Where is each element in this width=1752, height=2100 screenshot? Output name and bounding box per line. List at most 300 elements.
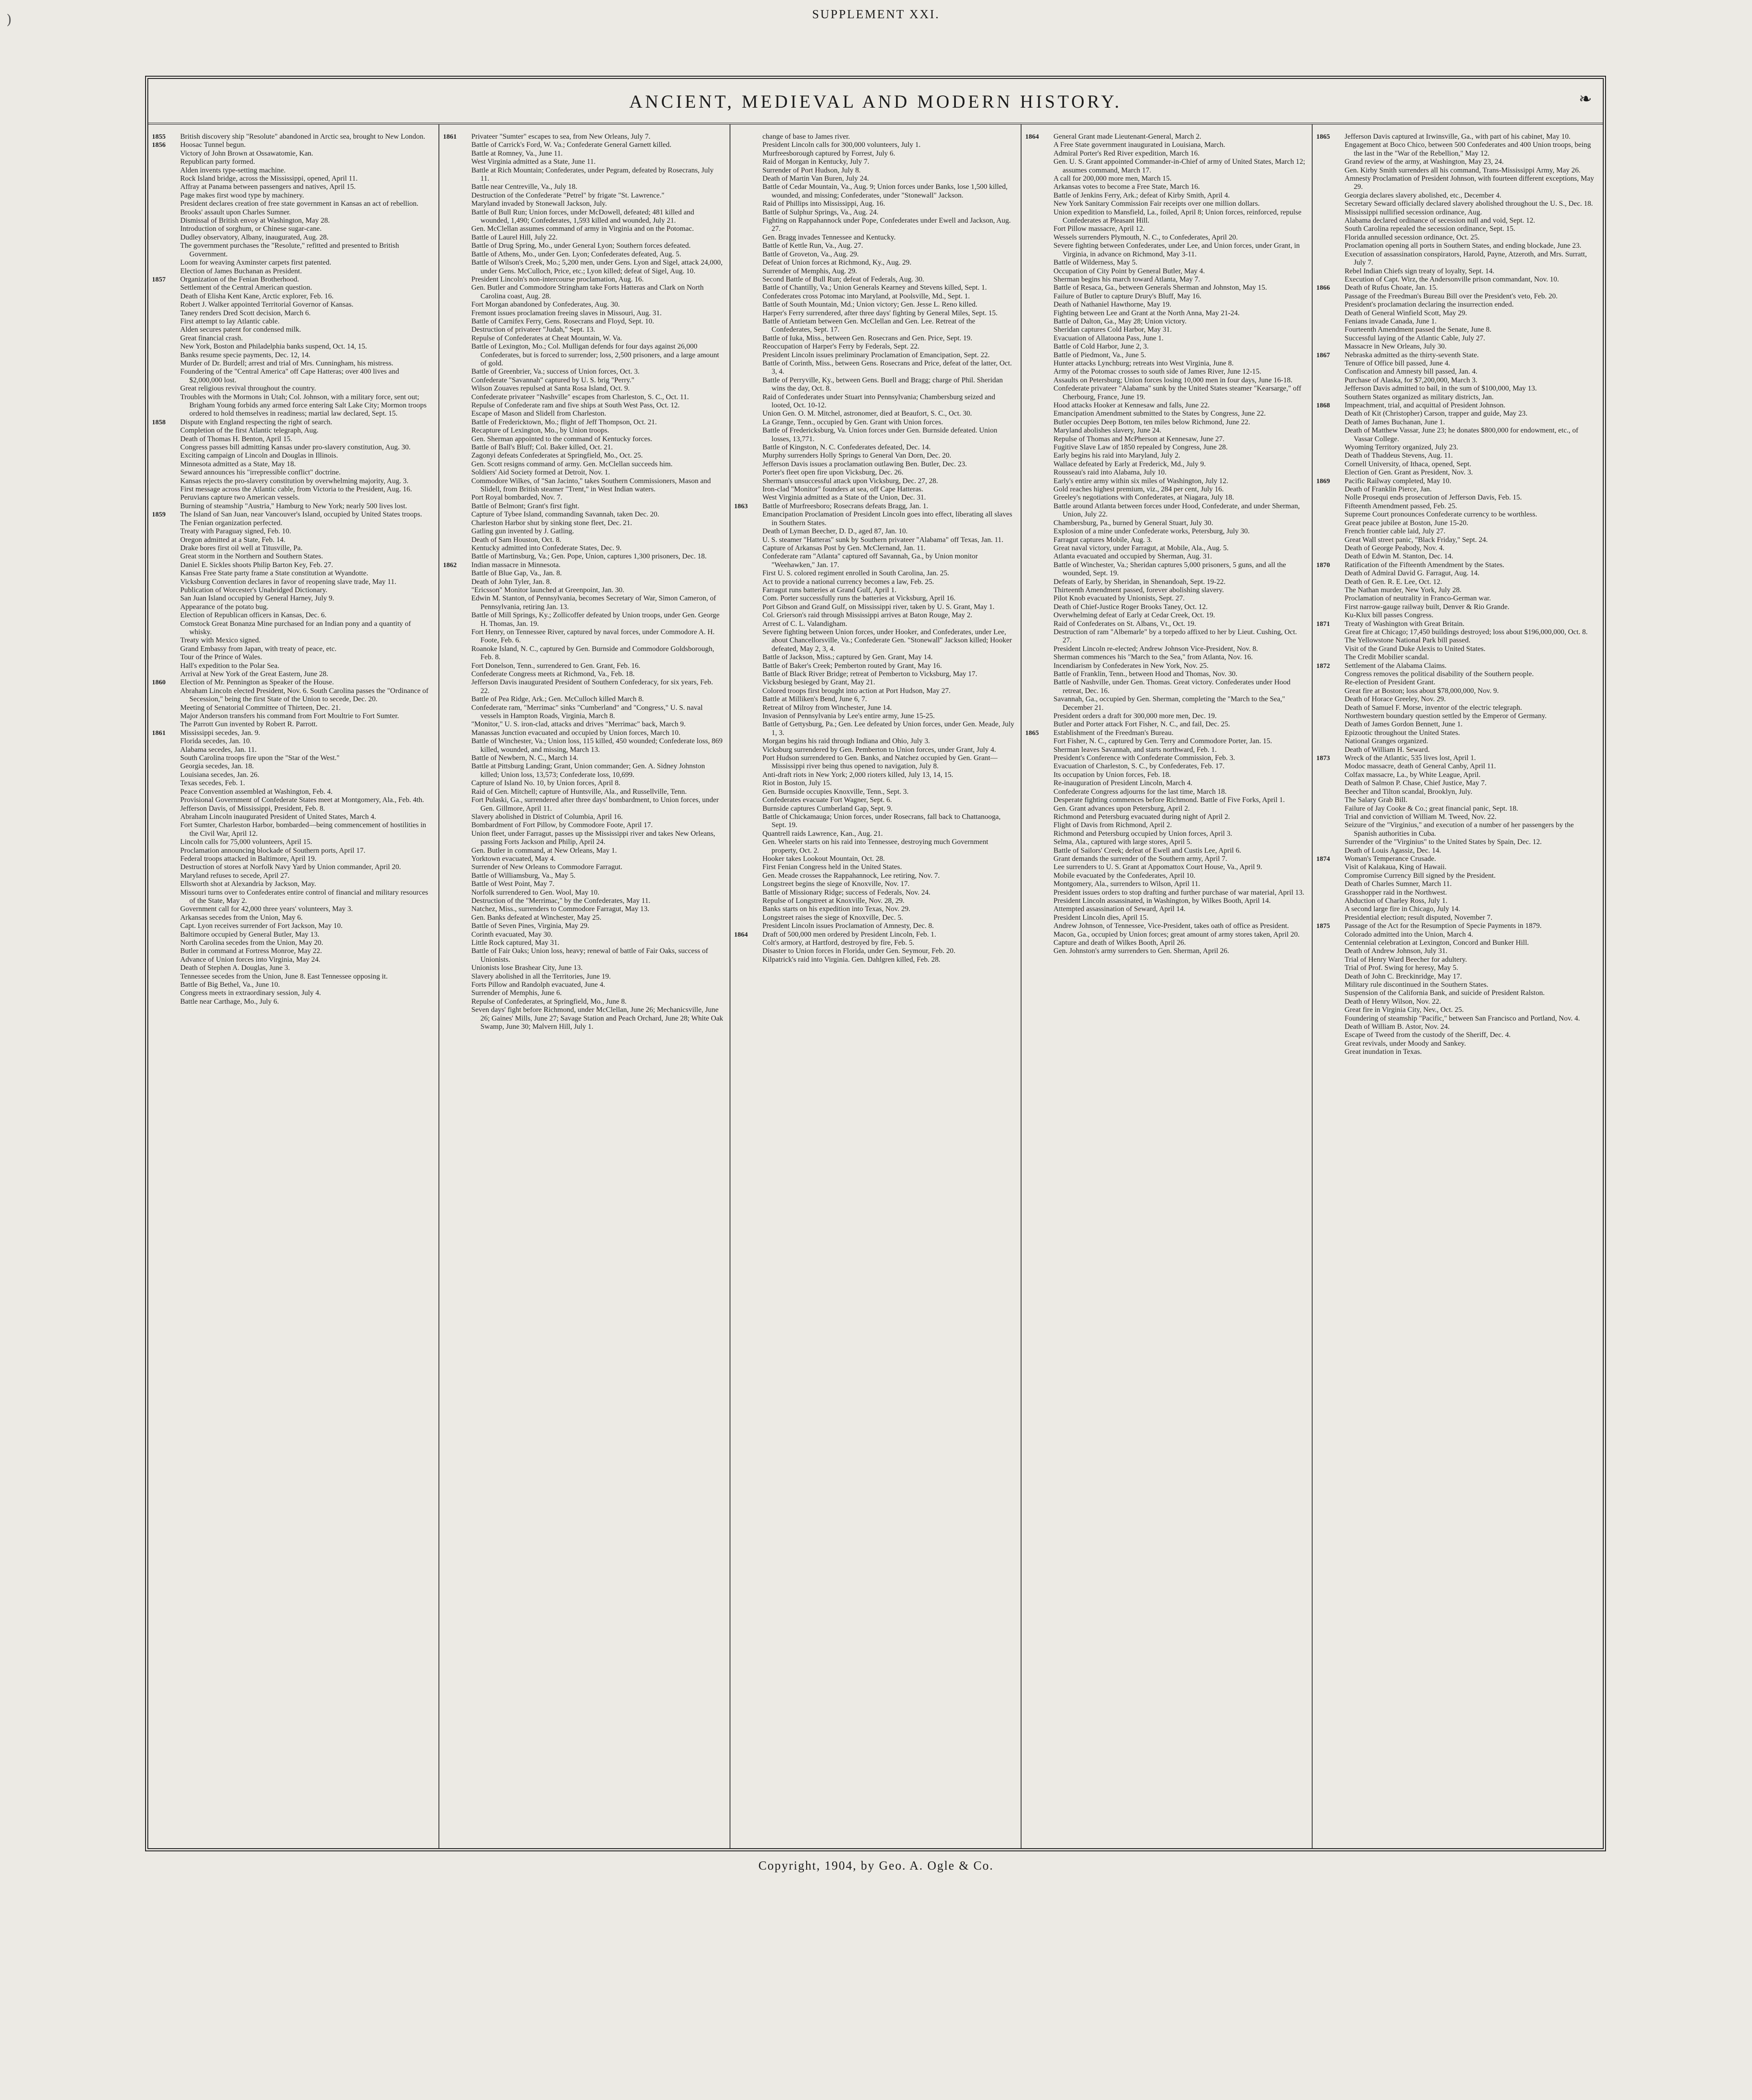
entry-year: 1864 (734, 931, 748, 938)
timeline-entry (152, 284, 432, 292)
timeline-entry (152, 536, 432, 544)
entry-text: Overwhelming defeat of Early at Cedar Creek, Oct. 19. (1053, 611, 1215, 620)
entry-year (443, 309, 468, 318)
entry-text: Farragut runs batteries at Grand Gulf, April 1. (762, 586, 897, 594)
entry-year: 1866 (1316, 284, 1330, 292)
entry-year (152, 645, 177, 653)
entry-text: Early's entire army within six miles of Washington, July 12. (1053, 477, 1229, 485)
entry-year (152, 351, 177, 360)
entry-year (152, 594, 177, 603)
entry-text: The Yellowstone National Park bill passed. (1345, 636, 1470, 645)
entry-text: Alden secures patent for condensed milk. (180, 326, 301, 334)
entry-text: The government purchases the "Resolute," refitted and presented to British Government. (180, 242, 399, 258)
entry-text: Murphy surrenders Holly Springs to General Van Dorn, Dec. 20. (762, 452, 951, 460)
timeline-entry (152, 368, 432, 385)
timeline-entry (734, 334, 1014, 343)
entry-text: Richmond and Petersburg evacuated during night of April 2. (1053, 813, 1230, 821)
timeline-entry (152, 838, 432, 846)
entry-text: Battle of Martinsburg, Va.; Gen. Pope, Union, captures 1,300 prisoners, Dec. 18. (471, 552, 707, 561)
entry-text: President issues orders to stop drafting and further purchase of war material, April 13. (1053, 888, 1304, 896)
timeline-entry (152, 552, 432, 561)
entry-year (1316, 704, 1341, 712)
entry-text: Farragut captures Mobile, Aug. 3. (1053, 536, 1152, 544)
entry-year (152, 368, 177, 385)
timeline-entry (1316, 133, 1596, 141)
timeline-entry (443, 905, 723, 913)
entry-year (1316, 192, 1341, 200)
entry-text: Port Gibson and Grand Gulf, on Mississippi river, taken by U. S. Grant, May 1. (762, 603, 995, 611)
timeline-entry (1025, 234, 1305, 242)
timeline-entry (734, 158, 1014, 166)
entry-year (1025, 494, 1050, 502)
timeline-entry (443, 947, 723, 964)
timeline-entry (734, 863, 1014, 871)
timeline-entry (152, 150, 432, 158)
entry-year (1316, 897, 1341, 905)
entry-text: Longstreet begins the siege of Knoxville, Nov. 17. (762, 880, 910, 888)
timeline-entry (443, 855, 723, 863)
entry-year (1025, 662, 1050, 670)
entry-year (1025, 720, 1050, 729)
entry-year (734, 536, 759, 544)
timeline-entry (1025, 192, 1305, 200)
entry-year (1025, 360, 1050, 368)
entry-year (1025, 821, 1050, 829)
timeline-entry (734, 242, 1014, 250)
entry-year (152, 527, 177, 536)
entry-text: Oregon admitted at a State, Feb. 14. (180, 536, 286, 544)
entry-text: Capture of Arkansas Post by Gen. McClernand, Jan. 11. (762, 544, 926, 552)
entry-text: "Monitor," U. S. iron-clad, attacks and drives "Merrimac" back, March 9. (471, 720, 686, 729)
entry-text: Congress removes the political disability of the Southern people. (1345, 670, 1534, 678)
entry-year (443, 519, 468, 527)
timeline-entry (443, 250, 723, 259)
entry-year (1316, 301, 1341, 309)
entry-text: Texas secedes, Feb. 1. (180, 779, 245, 787)
entry-year (1025, 712, 1050, 720)
entry-year (1025, 628, 1050, 645)
entry-text: Chambersburg, Pa., burned by General Stuart, July 30. (1053, 519, 1213, 527)
entry-text: Florida secedes, Jan. 10. (180, 737, 252, 745)
entry-text: Gen. Bragg invades Tennessee and Kentucky. (762, 233, 896, 241)
timeline-entry (152, 485, 432, 494)
entry-year (443, 200, 468, 208)
entry-year (734, 594, 759, 603)
entry-year: 1865 (1025, 729, 1039, 737)
entry-year (1025, 477, 1050, 485)
entry-text: Exciting campaign of Lincoln and Douglas in Illinois. (180, 452, 338, 460)
timeline-entry (1025, 922, 1305, 930)
timeline-entry (443, 460, 723, 469)
timeline-entry (152, 318, 432, 326)
entry-text: Battle of Laurel Hill, July 22. (471, 233, 558, 241)
timeline-entry (1025, 552, 1305, 561)
entry-text: Andrew Johnson, of Tennessee, Vice-President, takes oath of office as President. (1053, 922, 1289, 930)
entry-text: Northwestern boundary question settled by the Emperor of Germany. (1345, 712, 1547, 720)
timeline-entry (443, 578, 723, 586)
entry-year (734, 544, 759, 552)
entry-text: Burning of steamship "Austria," Hamburg to New York; nearly 500 lives lost. (180, 502, 407, 510)
timeline-entry (734, 905, 1014, 913)
entry-year (1025, 343, 1050, 351)
entry-year (1316, 712, 1341, 720)
timeline-entry (1316, 939, 1596, 947)
entry-text: Death of Matthew Vassar, June 23; he donates $800,000 for endowment, etc., of Vassar College. (1345, 427, 1579, 443)
entry-year (443, 628, 468, 645)
entry-year (1316, 1023, 1341, 1031)
timeline-entry (1316, 477, 1596, 485)
entry-text: New York, Boston and Philadelphia banks suspend, Oct. 14, 15. (180, 343, 367, 351)
entry-text: President's Conference with Confederate Commission, Feb. 3. (1053, 754, 1235, 762)
entry-year (734, 737, 759, 745)
timeline-entry (1025, 427, 1305, 435)
entry-text: Hood attacks Hooker at Kennesaw and falls, June 22. (1053, 401, 1210, 409)
timeline-entry (734, 704, 1014, 712)
entry-text: Baltimore occupied by General Butler, May 13. (180, 930, 320, 938)
timeline-entry (443, 192, 723, 200)
entry-year (1025, 460, 1050, 469)
timeline-entry (1025, 334, 1305, 343)
entry-year: 1862 (443, 561, 457, 569)
entry-year (734, 200, 759, 208)
timeline-entry (1316, 569, 1596, 578)
entry-text: Battle of Cedar Mountain, Va., Aug. 9; Union forces under Banks, lose 1,500 killed, wounded, and missing; Confederates, under "Stonewall" Jackson. (762, 183, 1008, 199)
entry-text: Colt's armory, at Hartford, destroyed by fire, Feb. 5. (762, 939, 914, 947)
timeline-entry (1316, 334, 1596, 343)
timeline-entry (734, 922, 1014, 930)
entry-text: Gen. Butler and Commodore Stringham take Forts Hatteras and Clark on North Carolina coast, Aug. 28. (471, 284, 704, 300)
entry-text: Riot in Boston, July 15. (762, 779, 832, 787)
entry-text: Wessels surrenders Plymouth, N. C., to Confederates, April 20. (1053, 233, 1238, 241)
margin-mark: ) (6, 12, 12, 28)
entry-year (1025, 847, 1050, 855)
entry-text: Banks resume specie payments, Dec. 12, 14. (180, 351, 311, 359)
entry-text: Battle of Williamsburg, Va., May 5. (471, 871, 576, 880)
timeline-entry (734, 343, 1014, 351)
entry-year (1316, 276, 1341, 284)
entry-year (1316, 872, 1341, 880)
timeline-entry (1025, 779, 1305, 787)
entry-text: Corinth evacuated, May 30. (471, 930, 553, 938)
entry-text: Battle of Greenbrier, Va.; success of Union forces, Oct. 3. (471, 368, 640, 376)
timeline-entry (152, 527, 432, 536)
entry-text: Failure of Jay Cooke & Co.; great financial panic, Sept. 18. (1345, 804, 1518, 813)
entry-text: La Grange, Tenn., occupied by Gen. Grant with Union forces. (762, 418, 943, 426)
timeline-entry (152, 393, 432, 418)
timeline-entry (1316, 838, 1596, 846)
entry-text: Proclamation of neutrality in Franco-German war. (1345, 594, 1491, 603)
timeline-entry (443, 561, 723, 569)
timeline-entry (1316, 552, 1596, 561)
entry-text: Yorktown evacuated, May 4. (471, 855, 556, 863)
entry-text: Suspension of the California Bank, and suicide of President Ralston. (1345, 989, 1545, 997)
entry-text: Surrender of the "Virginius" to the United States by Spain, Dec. 12. (1345, 838, 1542, 846)
timeline-entry (152, 754, 432, 762)
entry-text: Colorado admitted into the Union, March 4. (1345, 930, 1473, 938)
entry-text: Longstreet raises the siege of Knoxville, Dec. 5. (762, 913, 903, 922)
timeline-entry (443, 880, 723, 888)
entry-year (152, 200, 177, 208)
timeline-entry (734, 208, 1014, 217)
timeline-entry (443, 511, 723, 519)
timeline-entry (1025, 309, 1305, 318)
entry-text: Trial and conviction of William M. Tweed, Nov. 22. (1345, 813, 1496, 821)
entry-text: Grasshopper raid in the Northwest. (1345, 888, 1447, 896)
timeline-entry (1316, 653, 1596, 662)
timeline-entry (1316, 292, 1596, 301)
entry-text: Battle of Ball's Bluff; Col. Baker killed, Oct. 21. (471, 443, 613, 452)
entry-text: Establishment of the Freedman's Bureau. (1053, 729, 1173, 737)
entry-year (1025, 259, 1050, 267)
entry-text: Death of Admiral David G. Farragut, Aug. 14. (1345, 569, 1480, 578)
entry-text: Flight of Davis from Richmond, April 2. (1053, 821, 1172, 829)
entry-text: Union expedition to Mansfield, La., foiled, April 8; Union forces, reinforced, repulse Confederates at Pleasant Hill. (1053, 208, 1302, 225)
timeline-entry (443, 611, 723, 628)
timeline-entry (1025, 620, 1305, 628)
entry-text: First narrow-gauge railway built, Denver & Rio Grande. (1345, 603, 1510, 611)
entry-year (1025, 754, 1050, 762)
entry-year (443, 779, 468, 787)
timeline-entry (443, 242, 723, 250)
entry-text: Battle of Jackson, Miss.; captured by Gen. Grant, May 14. (762, 653, 933, 662)
entry-year: 1871 (1316, 620, 1330, 628)
entry-year (1316, 527, 1341, 536)
entry-text: Death of Henry Wilson, Nov. 22. (1345, 997, 1441, 1006)
timeline-entry (1316, 318, 1596, 326)
timeline-entry (734, 536, 1014, 544)
timeline-entry (443, 863, 723, 871)
entry-text: Battle of Piedmont, Va., June 5. (1053, 351, 1146, 359)
entry-text: Lee surrenders to U. S. Grant at Appomattox Court House, Va., April 9. (1053, 863, 1262, 871)
entry-text: Beecher and Tilton scandal, Brooklyn, July. (1345, 787, 1472, 796)
entry-year (1316, 393, 1341, 401)
entry-text: Confederate privateer "Alabama" sunk by the United States steamer "Kearsarge," off Cherbourg, France, June 19. (1053, 385, 1302, 401)
entry-text: The Island of San Juan, near Vancouver's Island, occupied by United States troops. (180, 511, 422, 519)
timeline-entry (734, 813, 1014, 830)
entry-text: Wallace defeated by Early at Frederick, Md., July 9. (1053, 460, 1206, 468)
entry-year: 1864 (1025, 133, 1039, 141)
timeline-entry (443, 737, 723, 754)
timeline-entry (1025, 401, 1305, 410)
entry-year (734, 250, 759, 259)
timeline-entry (734, 670, 1014, 678)
entry-year (443, 1006, 468, 1031)
timeline-entry (152, 704, 432, 712)
timeline-entry (443, 284, 723, 301)
entry-text: Death of Thomas H. Benton, April 15. (180, 435, 292, 443)
entry-year (443, 536, 468, 544)
timeline-entry (152, 343, 432, 351)
entry-year (1025, 351, 1050, 360)
entry-text: Treaty with Paraguay signed, Feb. 10. (180, 527, 291, 536)
timeline-entry (1316, 905, 1596, 913)
entry-text: Draft of 500,000 men ordered by President Lincoln, Feb. 1. (762, 930, 936, 938)
entry-text: The Parrott Gun invented by Robert R. Parrott. (180, 720, 318, 729)
entry-text: Battle of Iuka, Miss., between Gen. Rosecrans and Gen. Price, Sept. 19. (762, 334, 972, 342)
entry-text: Gen. Kirby Smith surrenders all his command, Trans-Mississippi Army, May 26. (1345, 166, 1581, 174)
entry-text: Defeat of Union forces at Richmond, Ky., Aug. 29. (762, 259, 912, 267)
entry-year (152, 360, 177, 368)
entry-text: Death of Rufus Choate, Jan. 15. (1345, 284, 1438, 292)
timeline-entry (1025, 905, 1305, 913)
title-band (148, 79, 1603, 125)
entry-year (152, 754, 177, 762)
timeline-entry (1025, 267, 1305, 276)
entry-year (152, 502, 177, 511)
timeline-entry (1316, 519, 1596, 527)
entry-text: Colored troops first brought into action at Port Hudson, May 27. (762, 687, 951, 695)
entry-text: Emancipation Amendment submitted to the States by Congress, June 22. (1053, 410, 1266, 418)
entry-year (443, 914, 468, 922)
entry-year (1316, 603, 1341, 611)
timeline-entry (1025, 150, 1305, 158)
timeline-entry (1316, 762, 1596, 771)
entry-text: Battle of Belmont; Grant's first fight. (471, 502, 579, 510)
timeline-entry (1316, 1006, 1596, 1014)
entry-year (734, 653, 759, 662)
timeline-entry (443, 922, 723, 930)
entry-year (734, 813, 759, 830)
timeline-entry (734, 410, 1014, 418)
entry-year (1025, 410, 1050, 418)
timeline-entry (1025, 603, 1305, 611)
entry-text: Burnside captures Cumberland Gap, Sept. 9. (762, 804, 893, 813)
entry-text: Pacific Railway completed, May 10. (1345, 477, 1451, 485)
entry-text: Battle of Chickamauga; Union forces, under Rosecrans, fall back to Chattanooga, Sept. 19. (762, 813, 1001, 829)
entry-year (1025, 427, 1050, 435)
entry-year (734, 410, 759, 418)
entry-year (152, 847, 177, 855)
entry-year (734, 469, 759, 477)
entry-text: Sherman leaves Savannah, and starts northward, Feb. 1. (1053, 745, 1217, 754)
entry-year (152, 208, 177, 217)
timeline-entry (1025, 418, 1305, 427)
entry-year (1316, 418, 1341, 427)
entry-text: Rebel Indian Chiefs sign treaty of loyalty, Sept. 14. (1345, 267, 1495, 275)
entry-text: Repulse of Thomas and McPherson at Kennesaw, June 27. (1053, 435, 1225, 443)
timeline-entry (443, 821, 723, 829)
timeline-entry (443, 452, 723, 460)
timeline-entry (734, 947, 1014, 955)
timeline-entry (1316, 989, 1596, 997)
entry-year (152, 905, 177, 913)
timeline-entry (734, 830, 1014, 838)
entry-text: Battle of West Point, May 7. (471, 880, 554, 888)
entry-text: Centennial celebration at Lexington, Concord and Bunker Hill. (1345, 939, 1529, 947)
entry-year (443, 931, 468, 939)
entry-text: Election of James Buchanan as President. (180, 267, 302, 275)
timeline-entry (443, 200, 723, 208)
timeline-entry (443, 435, 723, 443)
entry-year (1316, 502, 1341, 511)
entry-year (152, 536, 177, 544)
entry-text: A second large fire in Chicago, July 14. (1345, 905, 1460, 913)
entry-text: Thirteenth Amendment passed, forever abolishing slavery. (1053, 586, 1224, 594)
timeline-entry (734, 737, 1014, 745)
entry-year (443, 192, 468, 200)
entry-year (734, 670, 759, 678)
entry-text: Battle at Pittsburg Landing; Grant, Union commander; Gen. A. Sidney Johnston killed; Union loss, 13,573; Confederate loss, 10,699. (471, 762, 705, 779)
entry-year (1025, 645, 1050, 653)
entry-text: Peace Convention assembled at Washington, Feb. 4. (180, 787, 333, 796)
entry-year (1316, 443, 1341, 452)
entry-text: Assaults on Petersburg; Union forces losing 10,000 men in four days, June 16-18. (1053, 376, 1293, 384)
entry-text: Savannah, Ga., occupied by Gen. Sherman, completing the "March to the Sea," December 21. (1053, 695, 1285, 712)
entry-year (443, 578, 468, 586)
entry-text: Destruction of the "Merrimac," by the Confederates, May 11. (471, 896, 651, 905)
entry-text: First U. S. colored regiment enrolled in South Carolina, Jan. 25. (762, 569, 949, 578)
entry-text: Cornell University, of Ithaca, opened, Sept. (1345, 460, 1471, 468)
timeline-entry (152, 670, 432, 678)
entry-year (734, 318, 759, 334)
entry-text: Gen. Banks defeated at Winchester, May 25. (471, 913, 601, 922)
timeline-entry (1316, 771, 1596, 779)
entry-text: Bombardment of Fort Pillow, by Commodore Foote, April 17. (471, 821, 653, 829)
entry-text: Fremont issues proclamation freeing slaves in Missouri, Aug. 31. (471, 309, 662, 317)
entry-text: Battle near Carthage, Mo., July 6. (180, 997, 279, 1006)
timeline-entry (152, 788, 432, 796)
entry-year (443, 141, 468, 149)
timeline-entry (443, 393, 723, 401)
timeline-entry (1025, 242, 1305, 259)
entry-text: Battle of Resaca, Ga., between Generals Sherman and Johnston, May 15. (1053, 284, 1267, 292)
timeline-entry (1025, 847, 1305, 855)
timeline-entry (734, 653, 1014, 662)
entry-text: Morgan begins his raid through Indiana and Ohio, July 3. (762, 737, 930, 745)
timeline-entry (1316, 872, 1596, 880)
entry-year (443, 276, 468, 284)
entry-year: 1869 (1316, 477, 1330, 485)
entry-text: Abraham Lincoln elected President, Nov. 6. South Carolina passes the "Ordinance of Secession," being the first State of the Union to secede, Dec. 20. (180, 687, 429, 703)
timeline-entry (1025, 200, 1305, 208)
entry-year (443, 863, 468, 871)
entry-text: Gen. Butler in command, at New Orleans, May 1. (471, 846, 617, 855)
entry-text: Occupation of City Point by General Butler, May 4. (1053, 267, 1205, 275)
timeline-entry (1025, 343, 1305, 351)
timeline-entry (1316, 167, 1596, 175)
timeline-entry (152, 636, 432, 645)
entry-text: Confederate ram, "Merrimac" sinks "Cumberland" and "Congress," U. S. naval vessels in Hampton Roads, Virginia, March 8. (471, 703, 703, 720)
entry-year (152, 796, 177, 804)
entry-year (734, 343, 759, 351)
entry-year (734, 872, 759, 880)
entry-text: New York Sanitary Commission Fair receipts over one million dollars. (1053, 200, 1260, 208)
entry-text: Election of Mr. Pennington as Speaker of the House. (180, 678, 334, 687)
timeline-entry (734, 360, 1014, 376)
entry-year (152, 863, 177, 871)
entry-text: Tennessee secedes from the Union, June 8. East Tennessee opposing it. (180, 972, 388, 980)
timeline-entry (152, 603, 432, 611)
entry-text: A Free State government inaugurated in Louisiana, March. (1053, 141, 1225, 149)
entry-text: British discovery ship "Resolute" abandoned in Arctic sea, brought to New London. (180, 133, 425, 141)
entry-text: Union fleet, under Farragut, passes up the Mississippi river and takes New Orleans, passing Forts Jackson and Philip, April 24. (471, 829, 715, 846)
entry-year (152, 838, 177, 846)
timeline-entry (443, 872, 723, 880)
entry-year (734, 947, 759, 955)
entry-year (443, 401, 468, 410)
entry-year (1316, 208, 1341, 217)
entry-text: Capture of Tybee Island, commanding Savannah, taken Dec. 20. (471, 511, 659, 519)
entry-year (443, 645, 468, 662)
entry-year (443, 939, 468, 947)
entry-text: Rock Island bridge, across the Mississippi, opened, April 11. (180, 175, 358, 183)
entry-text: Its occupation by Union forces, Feb. 18. (1053, 771, 1171, 779)
timeline-entry (152, 662, 432, 670)
timeline-entry (734, 897, 1014, 905)
entry-year: 1856 (152, 141, 166, 149)
entry-text: Kentucky admitted into Confederate States, Dec. 9. (471, 544, 622, 552)
entry-year (1316, 805, 1341, 813)
